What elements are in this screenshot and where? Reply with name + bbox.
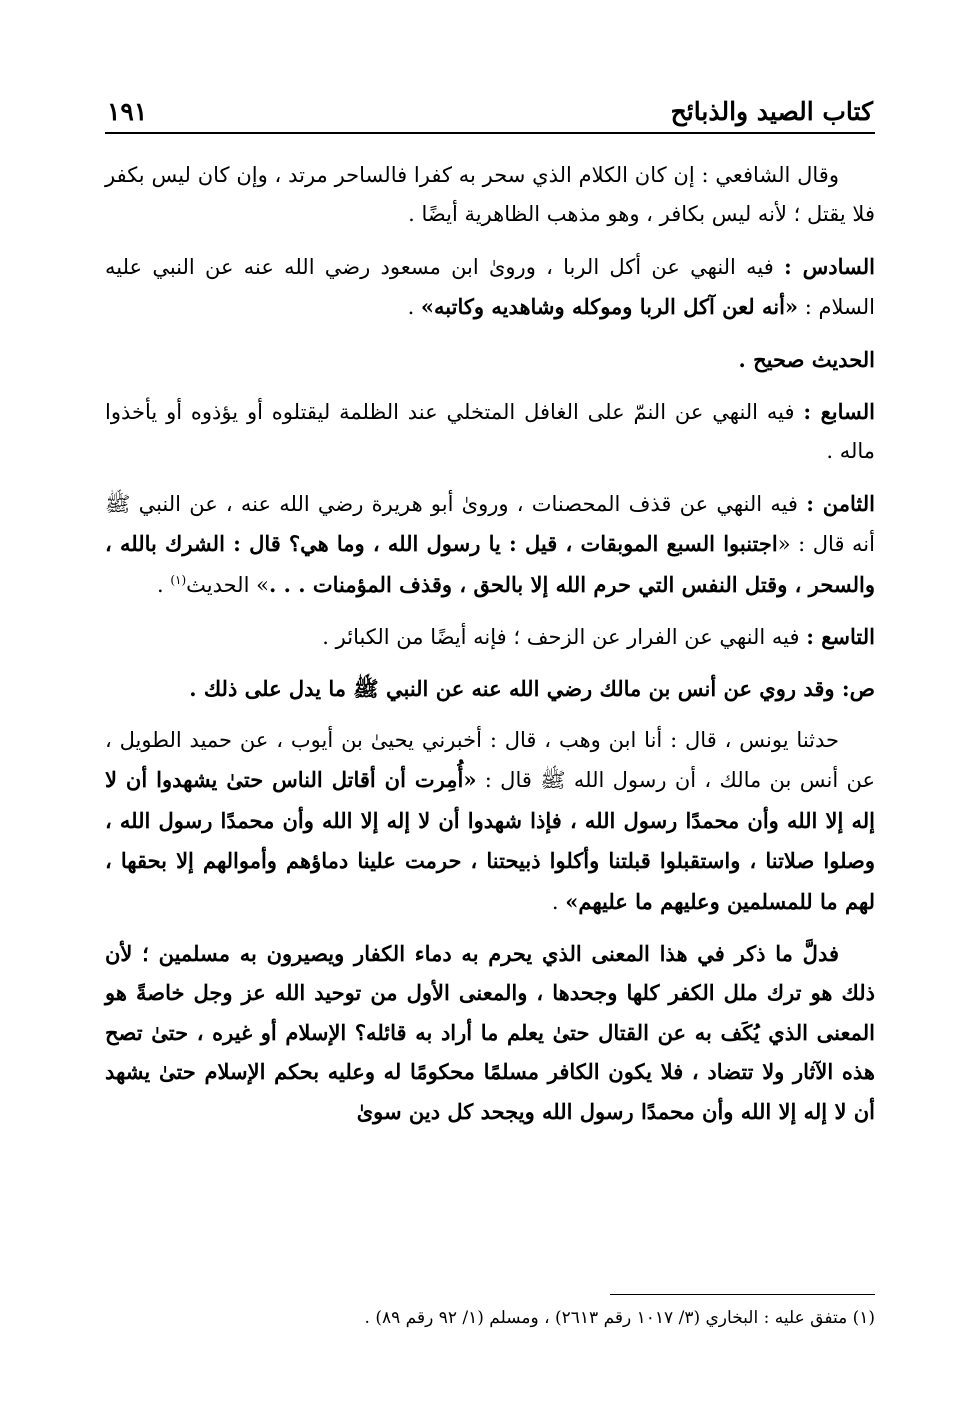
footnotes [105, 1294, 875, 1331]
paragraph-isnad [105, 721, 875, 922]
footnote-1: (١) متفق عليه : البخاري (٣/ ١٠١٧ رقم ٢٦١٣) ، ومسلم (١/ ٩٢ رقم ٨٩) . [364, 1308, 875, 1328]
paragraph-end: . [156, 572, 171, 597]
footnote-divider [610, 1294, 875, 1295]
hadith-quote: «أنه لعن آكل الربا وموكله وشاهديه وكاتبه» [420, 294, 799, 320]
hadith-grade: الحديث صحيح . [738, 346, 875, 372]
paragraph-text: فيه النهي عن أكل الربا ، وروىٰ ابن مسعود رضي الله عنه عن النبي عليه السلام : [105, 254, 875, 320]
page-body [105, 156, 875, 1131]
paragraph-text: وقال الشافعي : إن كان الكلام الذي سحر به كفرا فالساحر مرتد ، وإن كان ليس بكفر فلا يقتل ؛ لأنه ليس بكافر ، وهو مذهب الظاهرية أيضًا . [105, 163, 875, 227]
paragraph-text: فيه النهي عن قذف المحصنات ، وروىٰ أبو هريرة رضي الله عنه ، عن النبي ﷺ أنه قال : « [105, 491, 875, 557]
paragraph-commentary [105, 934, 875, 1131]
section-label-seventh: السابع : [803, 399, 875, 425]
page-number: ١٩١ [107, 97, 148, 126]
running-header [105, 82, 875, 134]
footnote-ref[interactable]: (١) [170, 572, 187, 587]
paragraph-eighth [105, 484, 875, 605]
section-label-ninth: التاسع : [806, 624, 875, 650]
page [105, 82, 875, 1143]
section-label-sixth: السادس : [784, 253, 875, 279]
paragraph-text: فيه النهي عن الفرار عن الزحف ؛ فإنه أيضًا من الكبائر . [322, 625, 807, 650]
paragraph-end: . [407, 295, 421, 320]
isnad-text: حدثنا يونس ، قال : أنا ابن وهب ، قال : أخبرني يحيىٰ بن أيوب ، عن حميد الطويل ، عن أنس بن مالك ، أن رسول الله ﷺ قال : [105, 727, 876, 793]
paragraph-text-matn [105, 669, 875, 708]
hadith-quote: اجتنبوا السبع الموبقات ، قيل : يا رسول الله ، وما هي؟ قال : الشرك بالله ، والسحر ، وقتل النفس التي حرم الله إلا بالحق ، وقذف المؤمنات . . . [105, 531, 875, 597]
paragraph-text: » الحديث [186, 572, 269, 597]
paragraph-ninth [105, 617, 875, 657]
paragraph-sixth [105, 247, 875, 328]
hadith-quote: «أُمِرت أن أقاتل الناس حتىٰ يشهدوا أن لا إله إلا الله وأن محمدًا رسول الله ، فإذا شهدوا أن لا إله إلا الله وأن محمدًا رسول الله ، وصلوا صلاتنا ، واستقبلوا قبلتنا وأكلوا ذبيحتنا ، حرمت علينا دماؤهم وأموالهم إلا بحقها ، لهم ما للمسلمين وعليهم ما عليهم» [105, 767, 875, 914]
paragraph-seventh [105, 392, 875, 472]
paragraph-end: . [551, 889, 566, 914]
paragraph-shafii [105, 156, 875, 235]
matn-text: ص: وقد روي عن أنس بن مالك رضي الله عنه عن النبي ﷺ ما يدل على ذلك . [189, 676, 875, 702]
paragraph-text: فيه النهي عن النمّ على الغافل المتخلي عند الظلمة ليقتلوه أو يؤذوه أو يأخذوا ماله . [105, 400, 875, 464]
commentary-text: فدلَّ ما ذكر في هذا المعنى الذي يحرم به دماء الكفار ويصيرون به مسلمين ؛ لأن ذلك هو ترك ملل الكفر كلها وجحدها ، والمعنى الأول من توحيد الله عز وجل خاصةً هو المعنى الذي يُكَف به عن القتال حتىٰ يعلم ما أراد به قائله؟ الإسلام أو غيره ، حتىٰ تصح هذه الآثار ولا تتضاد ، فلا يكون الكافر مسلمًا محكومًا له وعليه بحكم الإسلام حتىٰ يشهد أن لا إله إلا الله وأن محمدًا رسول الله ويجحد كل دين سوىٰ [105, 940, 875, 1124]
paragraph-hadith-sahih [105, 340, 875, 380]
book-title: كتاب الصيد والذبائح [670, 97, 873, 126]
section-label-eighth: الثامن : [806, 490, 875, 516]
